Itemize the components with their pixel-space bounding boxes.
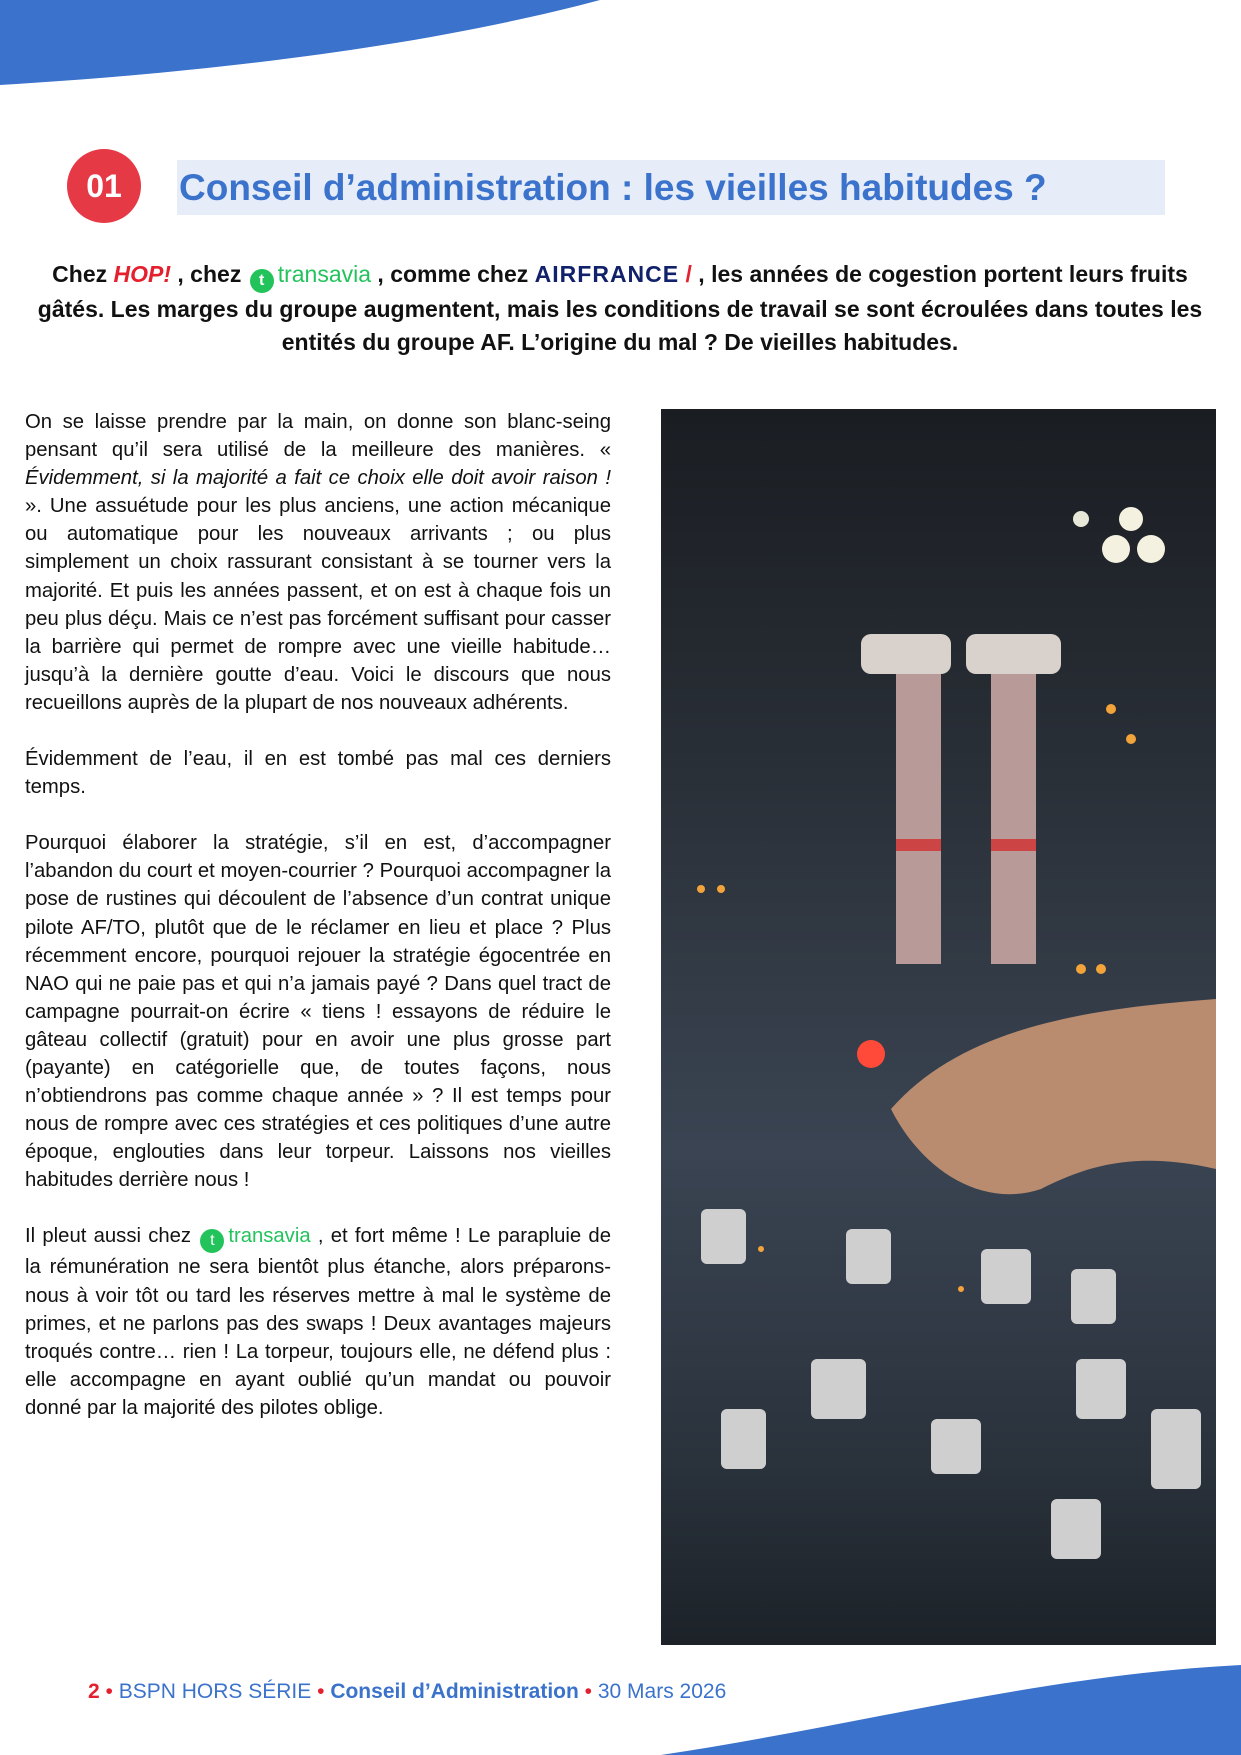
lede-text: Chez — [52, 261, 114, 287]
paragraph-4 — [25, 1222, 611, 1422]
text: On se laisse prendre par la main, on donne son blanc-seing pensant qu’il sera utilisé de la meilleure des manières. « — [25, 411, 611, 462]
article-body — [25, 408, 611, 1450]
cockpit-illustration — [661, 409, 1216, 1645]
text: Il pleut aussi chez — [25, 1225, 199, 1248]
lede-paragraph — [20, 258, 1220, 359]
transavia-logo: transavia — [228, 1225, 311, 1248]
text: , et fort même ! Le parapluie de la rémunération ne sera bientôt plus étanche, alors préparons-nous à voir tôt ou tard les réserves mettre à mal le système de primes, et ne parlons pas des swaps ! Deux avantages majeurs troqués contre… rien ! La torpeur, toujours elle, ne défend plus : elle accompagne en ayant oublié qu’un mandat ou pouvoir donné par la majorité des pilotes oblige. — [25, 1225, 611, 1419]
page-title: Conseil d’administration : les vieilles habitudes ? — [177, 160, 1165, 215]
paragraph-3: Pourquoi élaborer la stratégie, s’il en est, d’accompagner l’abandon du court et moyen-courrier ? Pourquoi accompagner la pose de rustines qui découlent de l’absence d’un contrat unique pilote AF/TO, plutôt que de le réclamer en lieu et place ? Plus récemment encore, pourquoi rejouer la stratégie égocentrée en NAO qui ne paie pas et qui n’a jamais payé ? Dans quel tract de campagne pourrait-on écrire « tiens ! essayons de réduire le gâteau collectif (gratuit) pour en avoir une plus grosse part (payante) en catégorielle que, de toutes façons, nous n’obtiendrons pas comme chaque année » ? Il est temps pour nous de rompre avec ces stratégies et ces politiques d’une autre époque, englouties dans leur torpeur. Laissons nos vieilles habitudes derrière nous ! — [25, 832, 611, 1192]
cockpit-photo — [661, 409, 1216, 1645]
text: ». Une assuétude pour les plus anciens, une action mécanique ou automatique pour les nouveaux arrivants ; ou plus simplement un choix rassurant consistant à se tourner vers la majorité. Et puis les années passent, et on est à chaque fois un peu plus déçu. Mais ce n’est pas forcément suffisant pour casser la barrière qui permet de rompre avec une vieille habitude… jusqu’à la dernière goutte d’eau. Voici le discours que nous recueillons auprès de la plupart de nos nouveaux adhérents. — [25, 495, 611, 714]
issue-date: 30 Mars 2026 — [597, 1680, 727, 1703]
lede-text: , chez — [171, 261, 248, 287]
top-wave-decoration — [0, 0, 620, 90]
airfrance-mark-icon: / — [685, 261, 692, 287]
lede-text: , les années de cogestion portent leurs fruits gâtés. Les marges du groupe augmentent, mais les conditions de travail se sont écroulées dans toutes les entités du groupe AF. L’origine du mal ? De vieilles habitudes. — [37, 261, 1203, 355]
page-footer — [88, 1680, 726, 1704]
issue-name: BSPN HORS SÉRIE — [118, 1680, 312, 1703]
paragraph-1 — [25, 408, 611, 717]
hop-logo: HOP! — [113, 261, 172, 287]
transavia-logo: transavia — [277, 261, 372, 287]
lede-text: , comme chez — [371, 261, 535, 287]
separator: • — [578, 1680, 598, 1703]
separator: • — [99, 1680, 119, 1703]
section-number-badge: 01 — [67, 149, 141, 223]
paragraph-2: Évidemment de l’eau, il en est tombé pas mal ces derniers temps. — [25, 748, 611, 799]
section-name: Conseil d’Administration — [330, 1680, 579, 1703]
quote: Évidemment, si la majorité a fait ce choix elle doit avoir raison ! — [25, 467, 611, 490]
page-number: 2 — [88, 1680, 100, 1703]
transavia-icon: t — [200, 1229, 224, 1253]
airfrance-logo: AIRFRANCE — [534, 261, 680, 287]
transavia-icon: t — [250, 269, 274, 293]
bottom-wave-decoration — [661, 1665, 1241, 1755]
separator: • — [311, 1680, 331, 1703]
